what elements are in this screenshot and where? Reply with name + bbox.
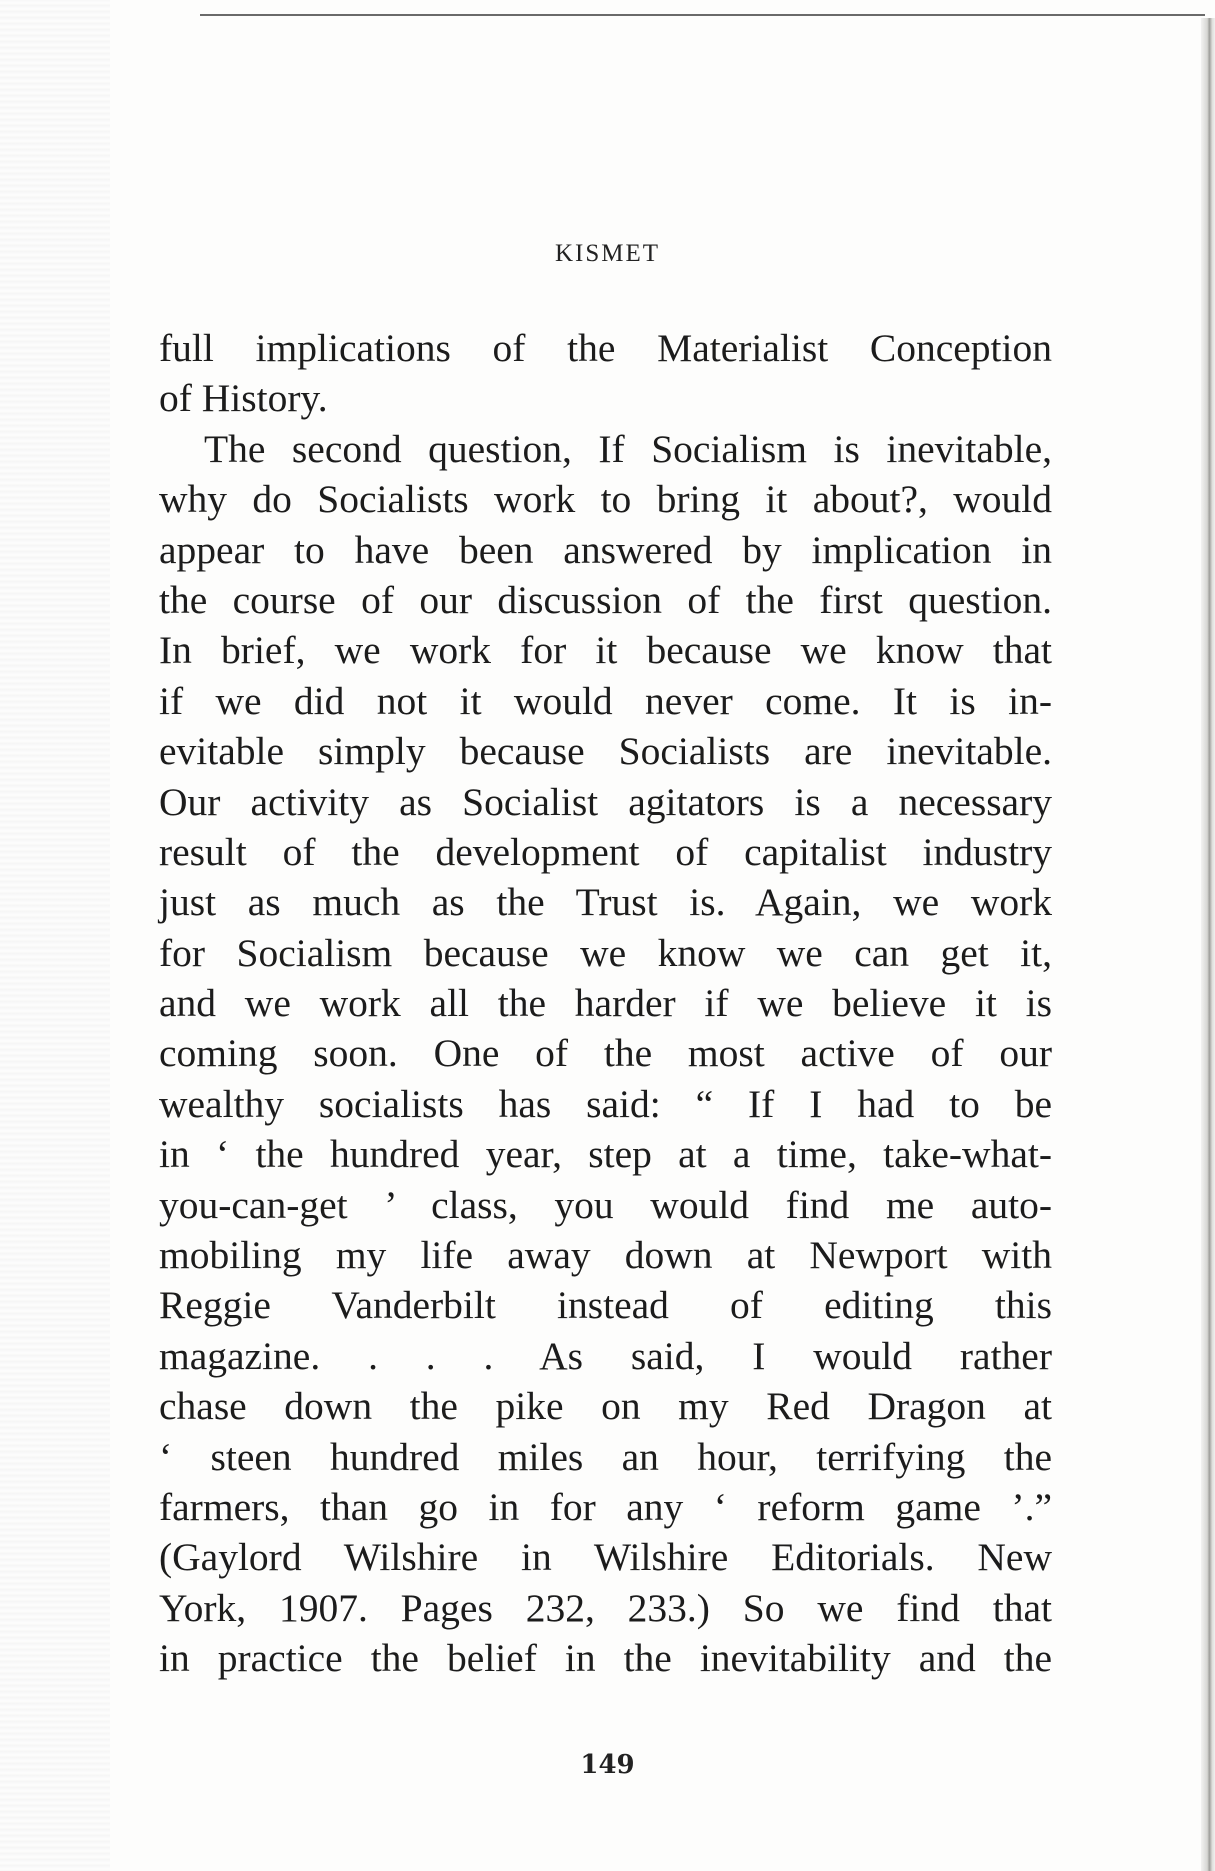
text-line: evitable simply because Socialists are inevitable. [159, 729, 1052, 774]
text-line: coming soon. One of the most active of our [159, 1031, 1052, 1076]
text-line: wealthy socialists has said: “ If I had to be [159, 1081, 1052, 1126]
text-line: for Socialism because we know we can get it, [159, 930, 1052, 975]
text-line: chase down the pike on my Red Dragon at [159, 1384, 1052, 1429]
page-number: 149 [580, 1750, 635, 1780]
text-line: and we work all the harder if we believe it is [159, 981, 1052, 1026]
page-binding-edge [1201, 18, 1215, 1871]
page-gutter-texture [0, 0, 110, 1871]
text-line: Reggie Vanderbilt instead of editing this [159, 1283, 1052, 1328]
text-line: magazine. . . . As said, I would rather [159, 1333, 1052, 1378]
text-line: the course of our discussion of the first question. [159, 577, 1052, 622]
text-line: Our activity as Socialist agitators is a necessary [159, 779, 1052, 824]
text-line: mobiling my life away down at Newport with [159, 1233, 1052, 1278]
text-line: farmers, than go in for any ‘ reform game ’.” [159, 1484, 1052, 1529]
text-line: result of the development of capitalist industry [159, 829, 1052, 874]
running-head: KISMET [554, 240, 661, 267]
text-line: why do Socialists work to bring it about?, would [159, 477, 1052, 522]
text-line: (Gaylord Wilshire in Wilshire Editorials. New [159, 1535, 1052, 1580]
text-line: The second question, If Socialism is inevitable, [204, 426, 1052, 471]
text-line: just as much as the Trust is. Again, we work [159, 880, 1052, 925]
body-text [159, 323, 1052, 1684]
text-line: York, 1907. Pages 232, 233.) So we find that [159, 1585, 1052, 1630]
text-line: appear to have been answered by implication in [159, 527, 1052, 572]
text-line: In brief, we work for it because we know that [159, 628, 1052, 673]
text-line: in ‘ the hundred year, step at a time, take-what- [159, 1132, 1052, 1177]
text-line: you-can-get ’ class, you would find me auto- [159, 1182, 1052, 1227]
text-line: full implications of the Materialist Conception [159, 326, 1052, 370]
text-line: if we did not it would never come. It is in- [159, 678, 1052, 723]
text-line: in practice the belief in the inevitability and the [159, 1636, 1052, 1681]
top-edge-rule [200, 14, 1205, 16]
text-line: of History. [159, 376, 328, 421]
text-line: ‘ steen hundred miles an hour, terrifying the [159, 1434, 1052, 1479]
